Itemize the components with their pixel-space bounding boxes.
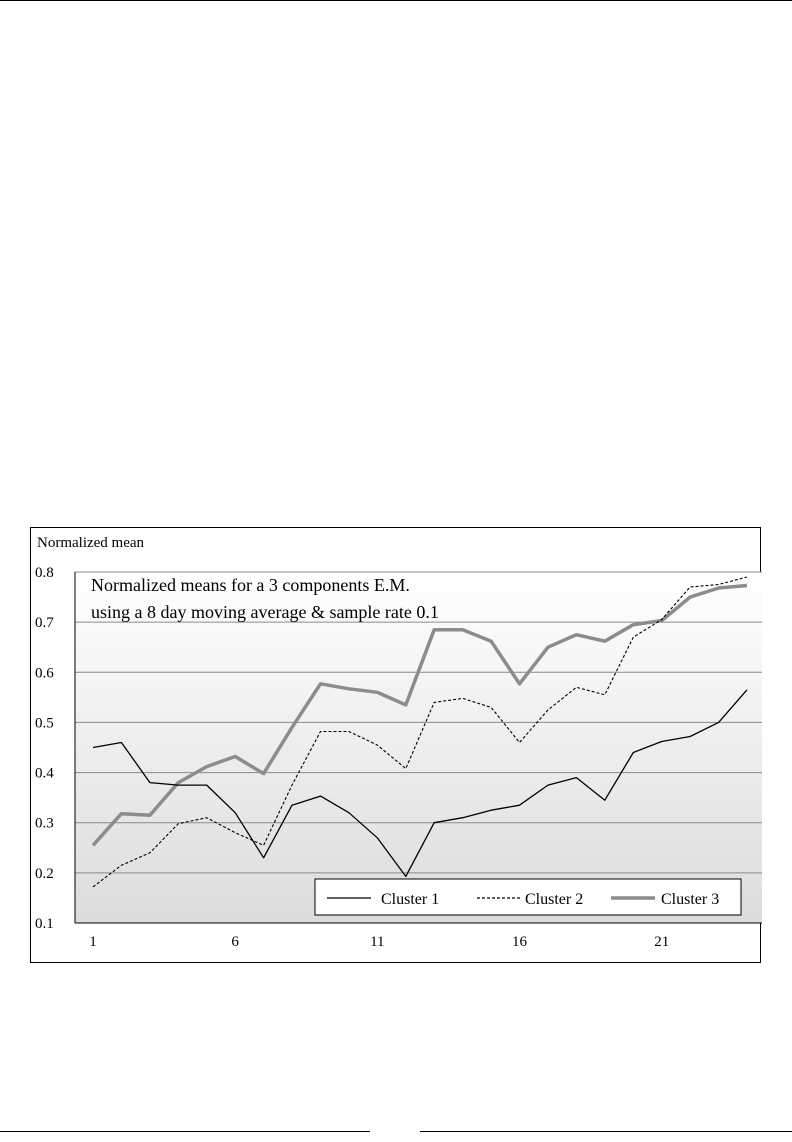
legend bbox=[315, 879, 741, 915]
x-tick-label: 11 bbox=[370, 934, 385, 950]
y-tick-labels bbox=[35, 565, 54, 932]
y-tick-label: 0.7 bbox=[35, 615, 54, 632]
x-tick-label: 1 bbox=[89, 934, 97, 950]
y-tick-label: 0.3 bbox=[35, 815, 54, 832]
y-tick-label: 0.4 bbox=[35, 765, 54, 782]
bottom-page-rule-left bbox=[0, 1131, 370, 1132]
top-page-rule bbox=[0, 0, 792, 1]
plot-area bbox=[75, 572, 762, 923]
legend-label-cluster-2: Cluster 2 bbox=[525, 891, 584, 908]
x-tick-label: 16 bbox=[512, 934, 528, 950]
line-chart bbox=[30, 527, 761, 963]
y-tick-label: 0.5 bbox=[35, 715, 54, 732]
x-tick-label: 6 bbox=[231, 934, 239, 950]
x-tick-label: 21 bbox=[654, 934, 670, 950]
y-tick-label: 0.6 bbox=[35, 665, 54, 682]
legend-label-cluster-1: Cluster 1 bbox=[381, 891, 440, 908]
y-tick-label: 0.1 bbox=[35, 916, 54, 932]
y-axis-label: Normalized mean bbox=[37, 535, 145, 551]
chart-svg bbox=[31, 528, 762, 964]
y-tick-label: 0.8 bbox=[35, 565, 54, 581]
bottom-page-rule-right bbox=[420, 1131, 792, 1132]
y-tick-label: 0.2 bbox=[35, 865, 54, 882]
chart-annotation-line-2: using a 8 day moving average & sample rate 0.1 bbox=[91, 602, 439, 622]
x-tick-labels bbox=[89, 934, 669, 950]
chart-annotation-line-1: Normalized means for a 3 components E.M. bbox=[91, 575, 410, 595]
legend-label-cluster-3: Cluster 3 bbox=[661, 891, 720, 908]
